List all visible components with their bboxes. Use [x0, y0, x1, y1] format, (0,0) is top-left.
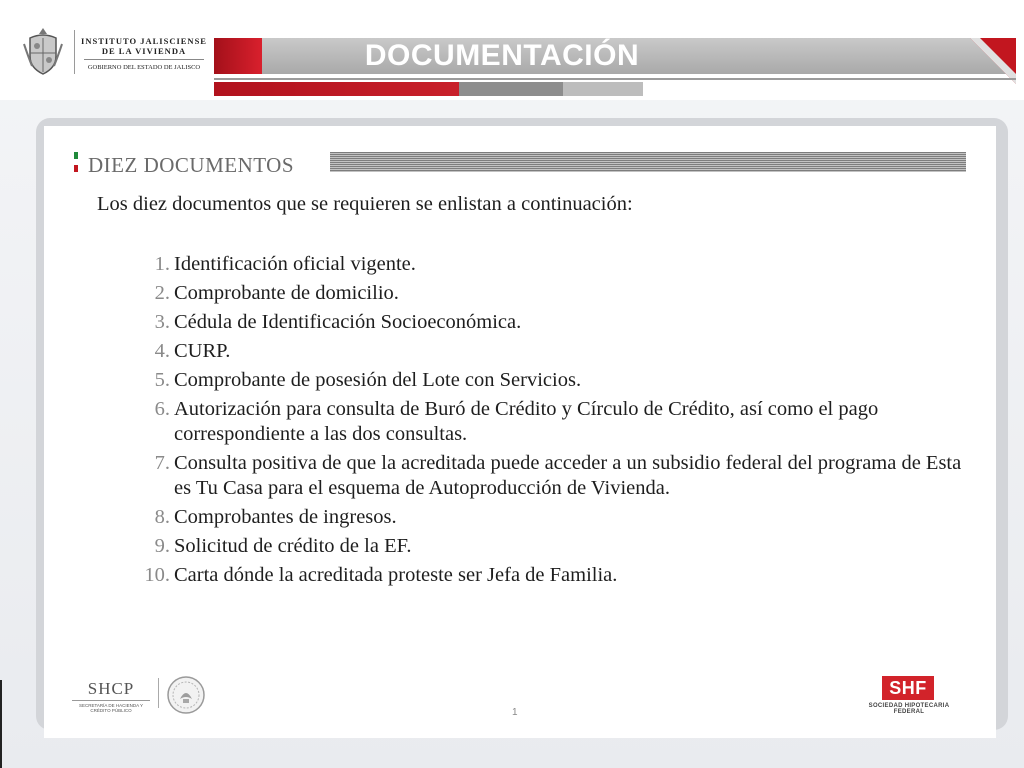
list-text: Identificación oficial vigente. — [174, 253, 416, 275]
list-text: Comprobante de posesión del Lote con Servicios. — [174, 369, 582, 391]
list-text: Cédula de Identificación Socioeconómica. — [174, 311, 522, 333]
list-item — [118, 310, 978, 335]
list-item — [118, 505, 978, 530]
institute-name — [78, 36, 210, 72]
subbar-red — [214, 82, 459, 96]
page-number: 1 — [512, 707, 518, 718]
left-edge-line — [0, 680, 2, 768]
institute-line-1: INSTITUTO JALISCIENSE — [81, 36, 207, 46]
shcp-logo — [72, 680, 150, 713]
logo-separator — [74, 30, 75, 74]
institute-line-2: DE LA VIVIENDA — [101, 46, 187, 56]
document-list — [118, 252, 978, 592]
list-item — [118, 563, 978, 588]
list-number: 3. — [154, 311, 170, 333]
list-number: 7. — [154, 452, 170, 474]
banner-red-segment — [214, 38, 262, 74]
mexico-seal-icon — [166, 675, 206, 715]
logo-rule — [84, 59, 204, 60]
list-item — [118, 368, 978, 393]
list-text: Solicitud de crédito de la EF. — [174, 535, 412, 557]
list-text: Autorización para consulta de Buró de Crédito y Círculo de Crédito, así como el pago correspondiente a las dos consultas. — [174, 398, 879, 445]
list-item — [118, 451, 978, 501]
list-text: Consulta positiva de que la acreditada puede acceder a un subsidio federal del programa de Esta es Tu Casa para el esquema de Autoproducción de Vivienda. — [174, 452, 962, 499]
header — [0, 0, 1024, 100]
list-text: Comprobante de domicilio. — [174, 282, 399, 304]
list-item — [118, 281, 978, 306]
page-title: DOCUMENTACIÓN — [364, 39, 640, 72]
ijalvi-logo — [18, 24, 208, 80]
list-number: 5. — [154, 369, 170, 391]
list-number: 8. — [154, 506, 170, 528]
list-text: Comprobantes de ingresos. — [174, 506, 397, 528]
shf-subtitle: SOCIEDAD HIPOTECARIA FEDERAL — [868, 703, 950, 715]
list-text: Carta dónde la acreditada proteste ser Jefa de Familia. — [174, 564, 618, 586]
section-heading: DIEZ DOCUMENTOS — [88, 153, 295, 172]
footer-separator — [158, 678, 159, 708]
mexico-flag-icon — [74, 152, 78, 172]
intro-text: Los diez documentos que se requieren se enlistan a continuación: — [97, 193, 633, 215]
shcp-subtitle: SECRETARÍA DE HACIENDA Y CRÉDITO PÚBLICO — [78, 703, 144, 713]
shcp-rule — [72, 700, 150, 701]
list-item — [118, 534, 978, 559]
banner-underline — [214, 78, 1016, 80]
list-number: 6. — [154, 398, 170, 420]
list-number: 1. — [154, 253, 170, 275]
list-number: 9. — [154, 535, 170, 557]
list-item — [118, 397, 978, 447]
list-number: 4. — [154, 340, 170, 362]
subbar-dark-gray — [459, 82, 563, 96]
list-item — [118, 339, 978, 364]
list-number: 10. — [144, 564, 170, 586]
shf-logo: SHF — [882, 676, 934, 700]
heading-stripes — [330, 152, 966, 172]
institute-line-3: GOBIERNO DEL ESTADO DE JALISCO — [87, 64, 201, 71]
subbar-light-gray — [563, 82, 643, 96]
shcp-wordmark: SHCP — [87, 679, 135, 698]
list-number: 2. — [154, 282, 170, 304]
jalisco-seal-icon — [22, 26, 64, 76]
list-item — [118, 252, 978, 277]
list-text: CURP. — [174, 340, 231, 362]
